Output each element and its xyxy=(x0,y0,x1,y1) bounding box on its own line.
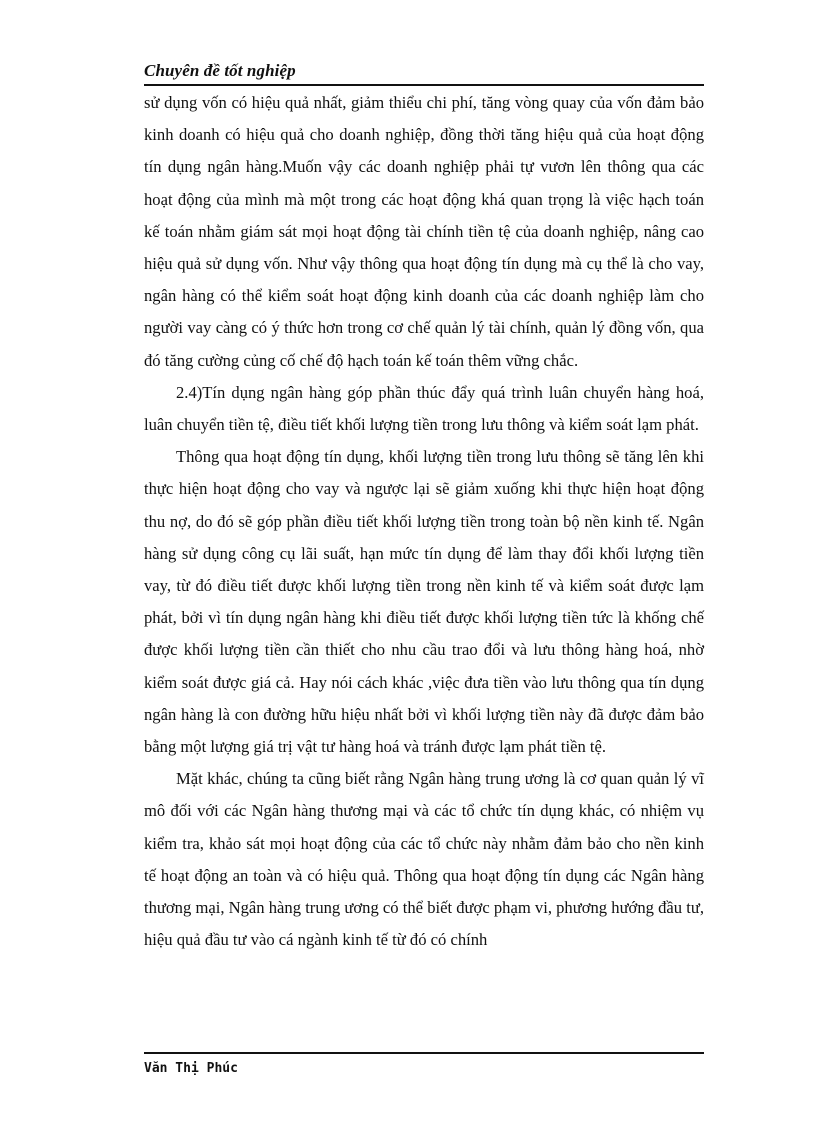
paragraph-continuation: sử dụng vốn có hiệu quả nhất, giảm thiểu chi phí, tăng vòng quay của vốn đảm bảo kinh doanh có hiệu quả cho doanh nghiệp, đồng thời tăng hiệu quả của hoạt động tín dụng ngân hàng.Muốn vậy các doanh nghiệp phải tự vươn lên thông qua các hoạt động của mình mà một trong các hoạt động khá quan trọng là việc hạch toán kế toán nhằm giám sát mọi hoạt động tài chính tiền tệ của doanh nghiệp, nâng cao hiệu quả sử dụng vốn. Như vậy thông qua hoạt động tín dụng mà cụ thể là cho vay, ngân hàng có thể kiểm soát hoạt động kinh doanh của các doanh nghiệp làm cho người vay càng có ý thức hơn trong cơ chế quản lý tài chính, quản lý đồng vốn, qua đó tăng cường củng cố chế độ hạch toán kế toán thêm vững chắc. xyxy=(144,93,704,370)
footer-rule xyxy=(144,1052,704,1054)
page-header xyxy=(144,60,704,82)
paragraph-section-2-4: 2.4)Tín dụng ngân hàng góp phần thúc đẩy quá trình luân chuyển hàng hoá, luân chuyển tiền tệ, điều tiết khối lượng tiền trong lưu thông và kiểm soát lạm phát. xyxy=(144,382,704,435)
footer-author: Văn Thị Phúc xyxy=(144,1061,238,1076)
header-rule xyxy=(144,84,704,86)
document-body xyxy=(144,87,704,956)
header-title: Chuyên đề tốt nghiệp xyxy=(144,61,296,80)
paragraph-central-bank: Mặt khác, chúng ta cũng biết rằng Ngân hàng trung ương là cơ quan quản lý vĩ mô đối với các Ngân hàng thương mại và các tổ chức tín dụng khác, có nhiệm vụ kiểm tra, khảo sát mọi hoạt động của các tổ chức này nhằm đảm bảo cho nền kinh tế hoạt động an toàn và có hiệu quả. Thông qua hoạt động tín dụng các Ngân hàng thương mại, Ngân hàng trung ương có thể biết được phạm vi, phương hướng đầu tư, hiệu quả đầu tư vào cá ngành kinh tế từ đó có chính xyxy=(144,769,704,950)
page-footer xyxy=(144,1060,704,1078)
paragraph-credit-volume: Thông qua hoạt động tín dụng, khối lượng tiền trong lưu thông sẽ tăng lên khi thực hiện hoạt động cho vay và ngược lại sẽ giảm xuống khi thực hiện hoạt động thu nợ, do đó sẽ góp phần điều tiết khối lượng tiền trong toàn bộ nền kinh tế. Ngân hàng sử dụng công cụ lãi suất, hạn mức tín dụng để làm thay đổi khối lượng tiền vay, từ đó điều tiết được khối lượng tiền trong nền kinh tế và kiểm soát được lạm phát, bởi vì tín dụng ngân hàng khi điều tiết được khối lượng tiền tức là khống chế được khối lượng tiền cần thiết cho nhu cầu trao đổi và lưu thông hàng hoá, nhờ kiểm soát được giá cả. Hay nói cách khác ,việc đưa tiền vào lưu thông qua tín dụng ngân hàng là con đường hữu hiệu nhất bởi vì khối lượng tiền này đã được đảm bảo bằng một lượng giá trị vật tư hàng hoá và tránh được lạm phát tiền tệ. xyxy=(144,447,704,757)
